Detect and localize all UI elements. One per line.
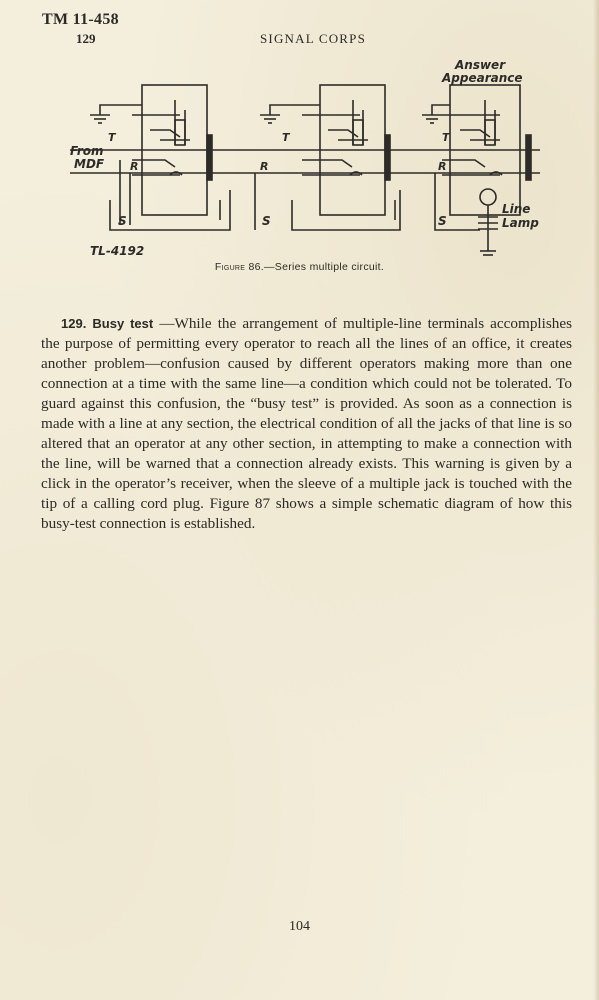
- document-id: TM 11-458: [42, 11, 119, 28]
- figure-caption-text: —Series multiple circuit.: [263, 261, 385, 273]
- section-text: —While the arrangement of multiple-line terminals accomplishes the purpose of permitting every operator to reach all the lines of an office, it creates another problem—confusion caused by different operators making more than one connection at a time with the same line—a condition which could not be tolerated. To guard against this confusion, the “busy test” is provided. As soon as a connection is made with a line at any section, the electrical condition of all the jacks of that line is so altered that an operator at any other section, in attempting to make a connection with the line, will be warned that a connection already exists. This warning is given by a click in the operator’s receiver, when the sleeve of a multiple jack is touched with the tip of a calling cord plug. Figure 87 shows a simple schematic diagram of how this busy-test connection is established.: [41, 315, 573, 532]
- sleeve-label-1: S: [118, 214, 127, 228]
- page-folio: 104: [289, 919, 310, 934]
- ring-label-1: R: [130, 160, 139, 173]
- running-title: SIGNAL CORPS: [260, 31, 367, 46]
- series-multiple-circuit-diagram: [70, 55, 570, 270]
- paragraph-page-number: 129: [76, 31, 96, 46]
- figure-code: TL-4192: [90, 244, 145, 258]
- lamp-label: Lamp: [502, 216, 539, 230]
- line-label: Line: [502, 202, 531, 216]
- ring-label-3: R: [438, 160, 447, 173]
- from-label: From: [70, 144, 104, 158]
- tip-label-3: T: [442, 131, 450, 144]
- mdf-label: MDF: [74, 157, 105, 171]
- figure-caption-label: Figure 86.: [214, 261, 264, 273]
- section-paragraph: [41, 314, 572, 534]
- tip-label-2: T: [282, 131, 290, 144]
- tip-label-1: T: [108, 131, 116, 144]
- sleeve-label-3: S: [438, 214, 447, 228]
- section-heading: Busy test: [92, 316, 154, 331]
- page-edge-shadow: [593, 0, 599, 1000]
- appearance-label: Appearance: [442, 71, 523, 85]
- figure-caption: [0, 261, 599, 273]
- ring-label-2: R: [260, 160, 269, 173]
- sleeve-label-2: S: [262, 214, 271, 228]
- section-number: 129.: [61, 316, 87, 331]
- answer-label: Answer: [455, 58, 506, 72]
- section-body: [41, 314, 572, 534]
